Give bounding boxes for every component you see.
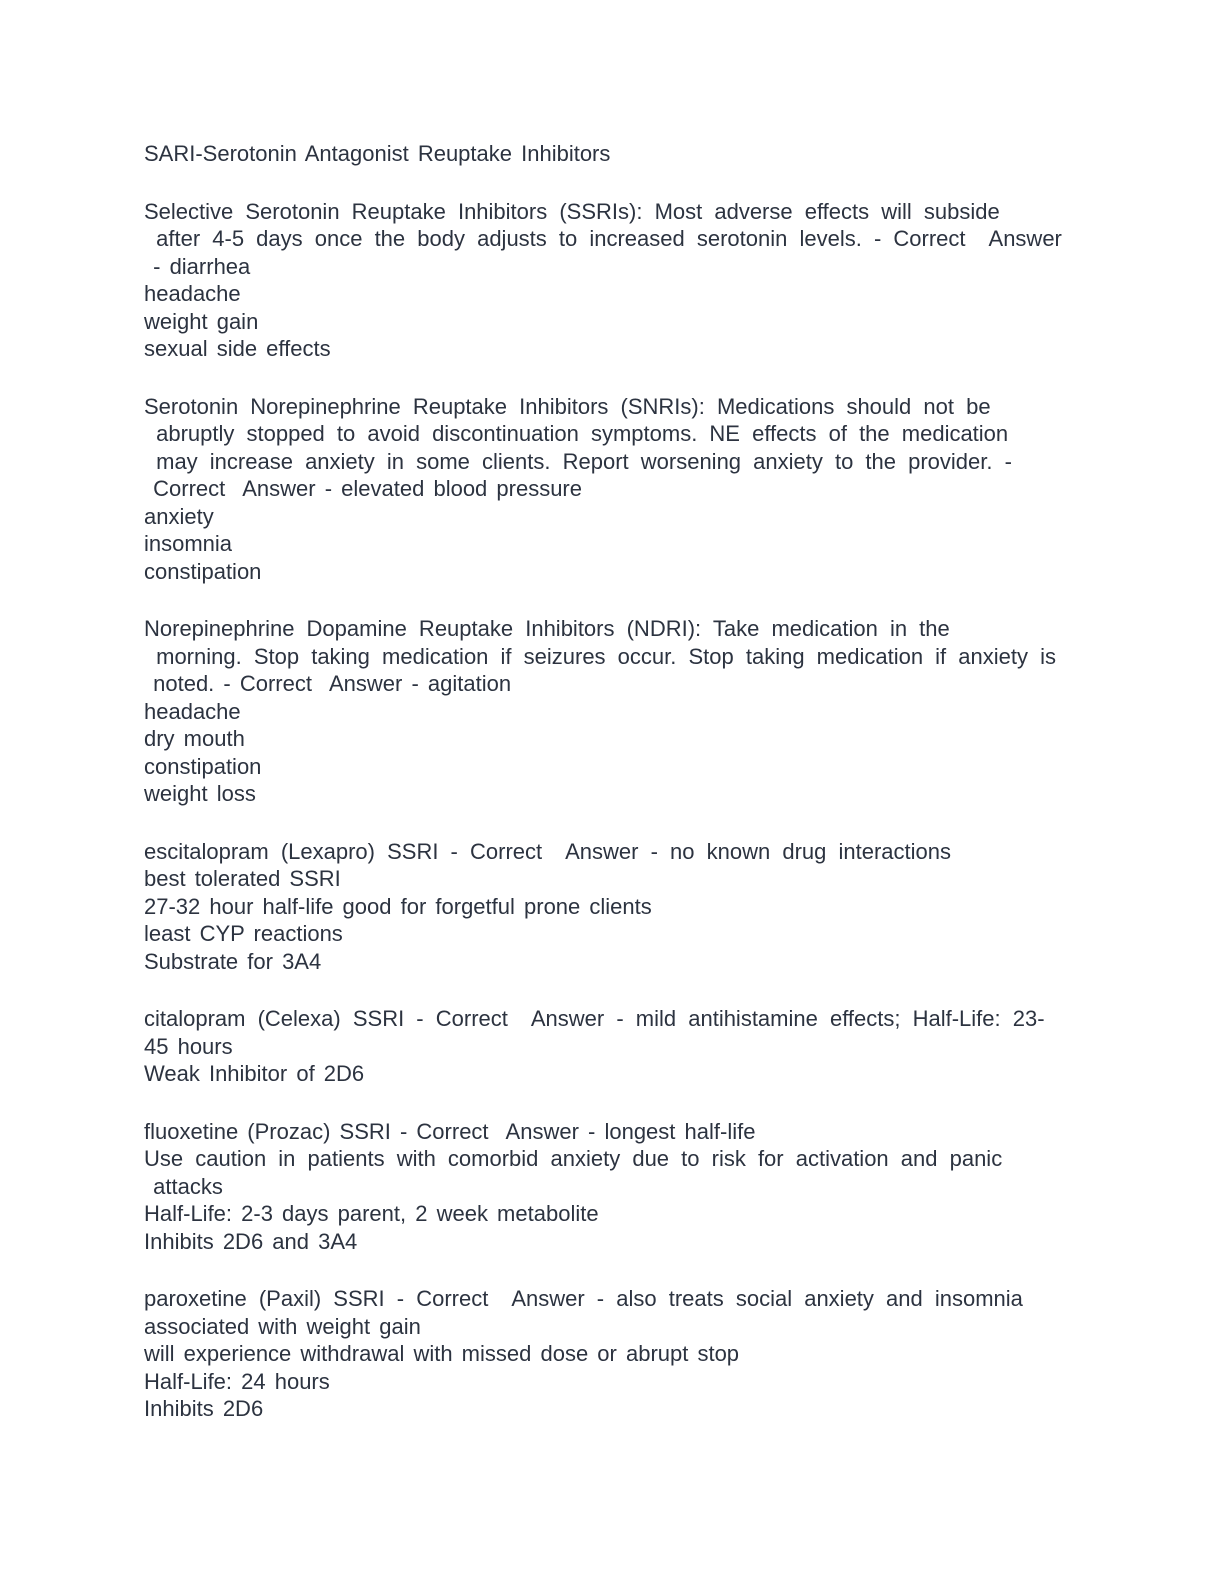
text-line: paroxetine (Paxil) SSRI - Correct Answer - also treats social anxiety and insomnia xyxy=(144,1286,1023,1311)
text-line: least CYP reactions xyxy=(144,921,343,946)
text-line: Half-Life: 2-3 days parent, 2 week metabolite xyxy=(144,1201,599,1226)
text-line: Half-Life: 24 hours xyxy=(144,1368,330,1394)
title-block xyxy=(144,140,1079,168)
text-line: Weak Inhibitor of 2D6 xyxy=(144,1061,365,1086)
text-line: Selective Serotonin Reuptake Inhibitors (SSRIs): Most adverse effects will subside xyxy=(144,198,1000,224)
text-line: 45 hours xyxy=(144,1033,233,1059)
text-line: Inhibits 2D6 xyxy=(144,1396,264,1421)
text-line: weight loss xyxy=(144,781,256,806)
page-title: SARI-Serotonin Antagonist Reuptake Inhibitors xyxy=(144,141,611,166)
text-line: sexual side effects xyxy=(144,336,331,361)
paragraph-ssri-overview xyxy=(144,198,1079,363)
text-line: Inhibits 2D6 and 3A4 xyxy=(144,1228,358,1254)
text-line: insomnia xyxy=(144,531,233,556)
text-line: - diarrhea xyxy=(144,253,251,279)
text-line: escitalopram (Lexapro) SSRI - Correct Answer - no known drug interactions xyxy=(144,838,951,864)
paragraph-escitalopram xyxy=(144,838,1079,976)
text-line: Correct Answer - elevated blood pressure xyxy=(144,476,582,501)
text-line: 27-32 hour half-life good for forgetful prone clients xyxy=(144,893,652,919)
text-line: noted. - Correct Answer - agitation xyxy=(144,671,512,696)
text-line: after 4-5 days once the body adjusts to increased serotonin levels. - Correct Answer xyxy=(144,226,1062,251)
text-line: associated with weight gain xyxy=(144,1313,421,1339)
text-line: constipation xyxy=(144,753,262,779)
paragraph-paroxetine xyxy=(144,1285,1079,1423)
text-line: best tolerated SSRI xyxy=(144,866,341,891)
text-line: fluoxetine (Prozac) SSRI - Correct Answer - longest half-life xyxy=(144,1118,756,1144)
text-line: attacks xyxy=(144,1173,223,1199)
paragraph-ndri-overview xyxy=(144,615,1079,808)
text-line: Serotonin Norepinephrine Reuptake Inhibitors (SNRIs): Medications should not be xyxy=(144,393,991,419)
text-line: weight gain xyxy=(144,308,259,334)
text-line: constipation xyxy=(144,558,262,584)
text-line: Use caution in patients with comorbid anxiety due to risk for activation and panic xyxy=(144,1146,1003,1171)
text-line: abruptly stopped to avoid discontinuation symptoms. NE effects of the medication xyxy=(144,421,1009,446)
text-line: may increase anxiety in some clients. Report worsening anxiety to the provider. - xyxy=(144,448,1012,474)
text-line: citalopram (Celexa) SSRI - Correct Answer - mild antihistamine effects; Half-Life: 23- xyxy=(144,1006,1045,1031)
text-line: headache xyxy=(144,698,241,724)
paragraph-fluoxetine xyxy=(144,1118,1079,1256)
text-line: headache xyxy=(144,281,241,306)
text-line: Substrate for 3A4 xyxy=(144,948,322,974)
text-line: will experience withdrawal with missed dose or abrupt stop xyxy=(144,1341,740,1366)
text-line: morning. Stop taking medication if seizures occur. Stop taking medication if anxiety is xyxy=(144,643,1056,669)
paragraph-citalopram xyxy=(144,1005,1079,1088)
text-line: anxiety xyxy=(144,503,214,529)
text-line: Norepinephrine Dopamine Reuptake Inhibitors (NDRI): Take medication in the xyxy=(144,616,950,641)
paragraph-snri-overview xyxy=(144,393,1079,586)
text-line: dry mouth xyxy=(144,726,245,751)
